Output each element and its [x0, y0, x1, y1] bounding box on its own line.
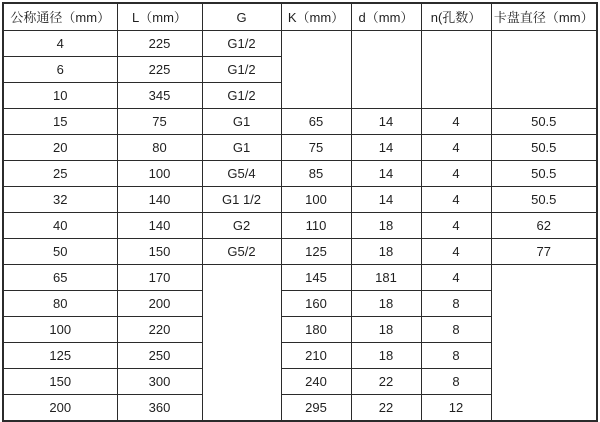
cell-n: 4 — [421, 187, 491, 213]
col-header-n-holes: n(孔数） — [421, 3, 491, 31]
cell-d: 181 — [351, 265, 421, 291]
cell-L: 140 — [117, 187, 202, 213]
cell-K: 295 — [281, 395, 351, 422]
col-header-nominal-diameter: 公称通径（mm） — [3, 3, 117, 31]
cell-dn: 40 — [3, 213, 117, 239]
cell-L: 75 — [117, 109, 202, 135]
cell-d: 14 — [351, 187, 421, 213]
cell-dn: 32 — [3, 187, 117, 213]
cell-n: 8 — [421, 291, 491, 317]
cell-d: 22 — [351, 395, 421, 422]
cell-G: G1/2 — [202, 83, 281, 109]
cell-dn: 150 — [3, 369, 117, 395]
cell-n: 4 — [421, 161, 491, 187]
cell-G: G1/2 — [202, 31, 281, 57]
merged-empty-cell-n — [421, 31, 491, 109]
cell-d: 18 — [351, 239, 421, 265]
cell-G: G5/2 — [202, 239, 281, 265]
cell-n: 12 — [421, 395, 491, 422]
cell-n: 8 — [421, 317, 491, 343]
cell-chuck: 77 — [491, 239, 597, 265]
cell-L: 140 — [117, 213, 202, 239]
cell-n: 4 — [421, 213, 491, 239]
cell-L: 360 — [117, 395, 202, 422]
cell-dn: 100 — [3, 317, 117, 343]
cell-L: 150 — [117, 239, 202, 265]
merged-empty-cell-chuck — [491, 31, 597, 109]
cell-K: 125 — [281, 239, 351, 265]
cell-n: 4 — [421, 109, 491, 135]
col-header-L: L（mm） — [117, 3, 202, 31]
cell-K: 240 — [281, 369, 351, 395]
col-header-K: K（mm） — [281, 3, 351, 31]
col-header-chuck-diameter: 卡盘直径（mm） — [491, 3, 597, 31]
cell-d: 18 — [351, 317, 421, 343]
merged-empty-cell-K — [281, 31, 351, 109]
cell-d: 14 — [351, 135, 421, 161]
cell-d: 14 — [351, 109, 421, 135]
cell-dn: 4 — [3, 31, 117, 57]
cell-dn: 20 — [3, 135, 117, 161]
cell-n: 4 — [421, 265, 491, 291]
cell-dn: 15 — [3, 109, 117, 135]
cell-G: G1 — [202, 109, 281, 135]
cell-G: G2 — [202, 213, 281, 239]
table-row — [3, 213, 597, 239]
merged-empty-cell-chuck — [491, 265, 597, 422]
cell-L: 170 — [117, 265, 202, 291]
cell-chuck: 50.5 — [491, 109, 597, 135]
cell-G: G1 1/2 — [202, 187, 281, 213]
cell-K: 75 — [281, 135, 351, 161]
cell-L: 80 — [117, 135, 202, 161]
col-header-d: d（mm） — [351, 3, 421, 31]
table-row — [3, 187, 597, 213]
cell-dn: 200 — [3, 395, 117, 422]
header-row — [3, 3, 597, 31]
cell-d: 22 — [351, 369, 421, 395]
cell-L: 100 — [117, 161, 202, 187]
table-row — [3, 135, 597, 161]
cell-chuck: 50.5 — [491, 161, 597, 187]
col-header-G: G — [202, 3, 281, 31]
cell-K: 100 — [281, 187, 351, 213]
cell-L: 300 — [117, 369, 202, 395]
cell-dn: 80 — [3, 291, 117, 317]
cell-L: 345 — [117, 83, 202, 109]
cell-n: 8 — [421, 369, 491, 395]
cell-d: 18 — [351, 213, 421, 239]
cell-n: 8 — [421, 343, 491, 369]
table-row — [3, 239, 597, 265]
cell-K: 160 — [281, 291, 351, 317]
cell-dn: 125 — [3, 343, 117, 369]
cell-K: 180 — [281, 317, 351, 343]
cell-L: 225 — [117, 31, 202, 57]
cell-L: 200 — [117, 291, 202, 317]
cell-K: 65 — [281, 109, 351, 135]
cell-L: 225 — [117, 57, 202, 83]
cell-K: 110 — [281, 213, 351, 239]
pipe-spec-table — [2, 2, 598, 422]
cell-K: 85 — [281, 161, 351, 187]
merged-empty-cell-d — [351, 31, 421, 109]
cell-n: 4 — [421, 239, 491, 265]
cell-dn: 65 — [3, 265, 117, 291]
cell-chuck: 50.5 — [491, 135, 597, 161]
table-row — [3, 31, 597, 57]
cell-chuck: 50.5 — [491, 187, 597, 213]
cell-G: G1/2 — [202, 57, 281, 83]
cell-d: 18 — [351, 343, 421, 369]
cell-dn: 6 — [3, 57, 117, 83]
table-row — [3, 265, 597, 291]
cell-dn: 10 — [3, 83, 117, 109]
cell-chuck: 62 — [491, 213, 597, 239]
cell-dn: 50 — [3, 239, 117, 265]
cell-n: 4 — [421, 135, 491, 161]
cell-G: G5/4 — [202, 161, 281, 187]
cell-K: 210 — [281, 343, 351, 369]
cell-L: 250 — [117, 343, 202, 369]
cell-K: 145 — [281, 265, 351, 291]
table-row — [3, 161, 597, 187]
table-row — [3, 109, 597, 135]
cell-L: 220 — [117, 317, 202, 343]
cell-G: G1 — [202, 135, 281, 161]
merged-empty-cell-G — [202, 265, 281, 422]
cell-d: 14 — [351, 161, 421, 187]
cell-dn: 25 — [3, 161, 117, 187]
cell-d: 18 — [351, 291, 421, 317]
